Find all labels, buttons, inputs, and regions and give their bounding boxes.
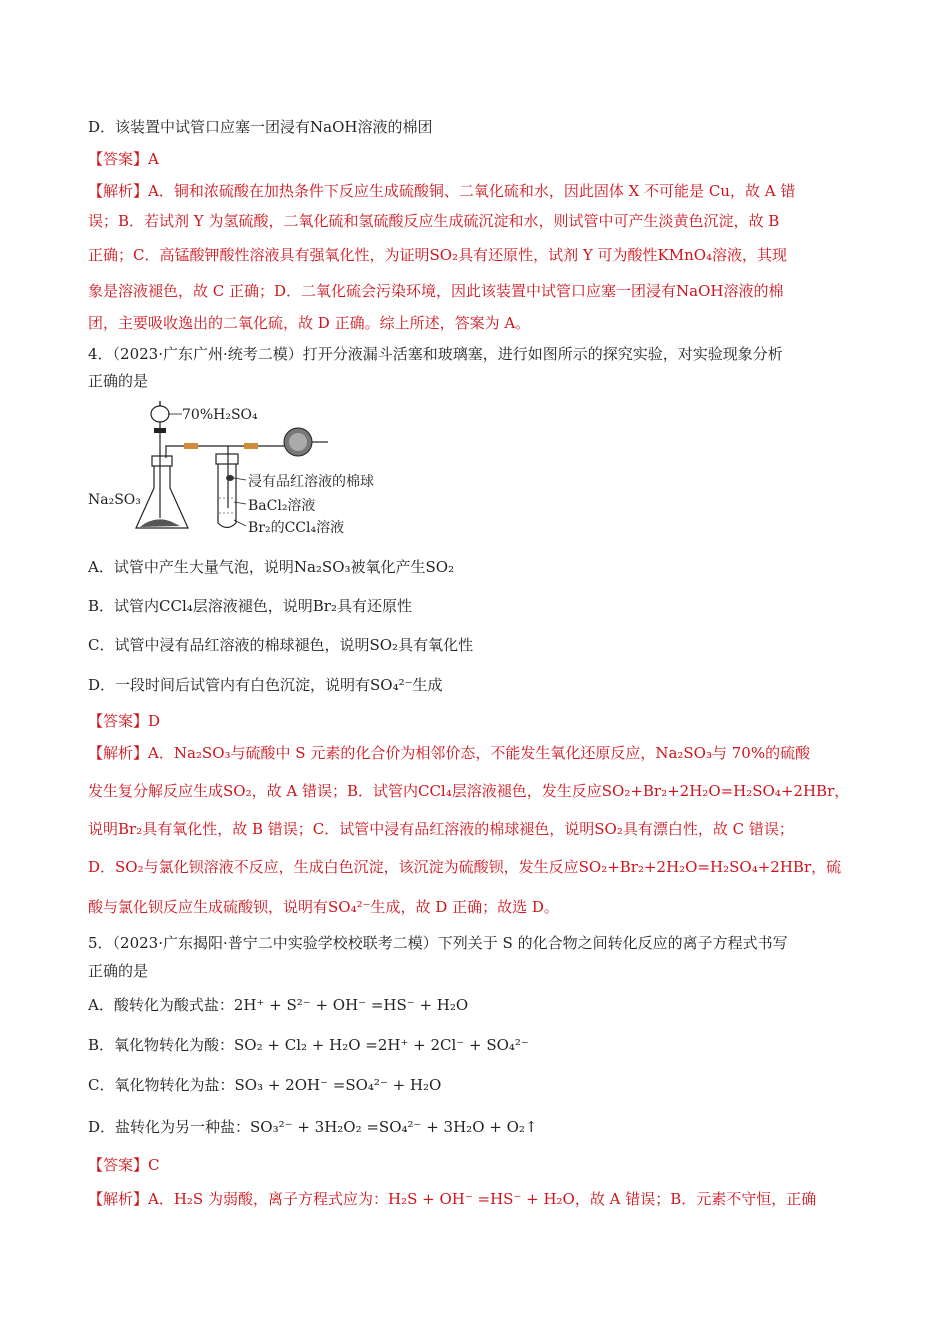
q3-analysis-line: 象是溶液褪色，故 C 正确；D．二氧化硫会污染环境，因此该装置中试管口应塞一团浸有NaOH溶液的棉 bbox=[88, 282, 784, 300]
label-bacl2: BaCl₂溶液 bbox=[248, 498, 316, 514]
q4-option-c: C．试管中浸有品红溶液的棉球褪色，说明SO₂具有氧化性 bbox=[88, 636, 474, 654]
q4-option-a: A．试管中产生大量气泡，说明Na₂SO₃被氧化产生SO₂ bbox=[88, 558, 455, 576]
q3-analysis-line: 正确；C．高锰酸钾酸性溶液具有强氧化性，为证明SO₂具有还原性，试剂 Y 可为酸性KMnO₄溶液，其现 bbox=[88, 246, 788, 264]
label-acid: 70%H₂SO₄ bbox=[182, 407, 258, 423]
label-salt: Na₂SO₃ bbox=[88, 492, 141, 508]
q3-analysis-line: 误；B．若试剂 Y 为氢硫酸，二氧化硫和氢硫酸反应生成硫沉淀和水，则试管中可产生淡黄色沉淀，故 B bbox=[88, 212, 780, 230]
q5-stem: 5．（2023·广东揭阳·普宁二中实验学校校联考二模）下列关于 S 的化合物之间转化反应的离子方程式书写 bbox=[88, 934, 788, 952]
q4-analysis-line: 发生复分解反应生成SO₂，故 A 错误；B．试管内CCl₄层溶液褪色，发生反应SO₂+Br₂+2H₂O=H₂SO₄+2HBr， bbox=[88, 782, 850, 800]
q4-answer: 【答案】D bbox=[88, 712, 161, 730]
q4-analysis-line: 【解析】A．Na₂SO₃与硫酸中 S 元素的化合价为相邻价态，不能发生氧化还原反应，Na₂SO₃与 70%的硫酸 bbox=[88, 744, 811, 762]
q5-option-c: C．氧化物转化为盐：SO₃ + 2OH⁻ =SO₄²⁻ + H₂O bbox=[88, 1076, 442, 1094]
q4-option-d: D．一段时间后试管内有白色沉淀，说明有SO₄²⁻生成 bbox=[88, 676, 443, 694]
q5-stem: 正确的是 bbox=[88, 962, 149, 980]
q5-analysis-line: 【解析】A．H₂S 为弱酸，离子方程式应为：H₂S + OH⁻ =HS⁻ + H₂O，故 A 错误；B．元素不守恒，正确 bbox=[88, 1190, 817, 1208]
q5-option-b: B．氧化物转化为酸：SO₂ + Cl₂ + H₂O =2H⁺ + 2Cl⁻ + SO₄²⁻ bbox=[88, 1036, 529, 1054]
q3-answer: 【答案】A bbox=[88, 150, 159, 168]
q3-analysis-line: 团，主要吸收逸出的二氧化硫，故 D 正确。综上所述，答案为 A。 bbox=[88, 314, 531, 332]
apparatus-figure bbox=[88, 398, 418, 543]
q5-option-a: A．酸转化为酸式盐：2H⁺ + S²⁻ + OH⁻ =HS⁻ + H₂O bbox=[88, 996, 469, 1014]
q3-option-d: D．该装置中试管口应塞一团浸有NaOH溶液的棉团 bbox=[88, 118, 433, 136]
q4-analysis-line: 酸与氯化钡反应生成硫酸钡，说明有SO₄²⁻生成，故 D 正确；故选 D。 bbox=[88, 898, 559, 916]
q4-option-b: B．试管内CCl₄层溶液褪色，说明Br₂具有还原性 bbox=[88, 597, 412, 615]
q4-stem: 正确的是 bbox=[88, 372, 149, 390]
q5-option-d: D．盐转化为另一种盐：SO₃²⁻ + 3H₂O₂ =SO₄²⁻ + 3H₂O + O₂↑ bbox=[88, 1118, 538, 1136]
label-cotton: 浸有品红溶液的棉球 bbox=[248, 474, 374, 490]
q4-stem: 4．（2023·广东广州·统考二模）打开分液漏斗活塞和玻璃塞，进行如图所示的探究实验，对实验现象分析 bbox=[88, 345, 783, 363]
label-br2: Br₂的CCl₄溶液 bbox=[248, 520, 345, 536]
q4-analysis-line: D．SO₂与氯化钡溶液不反应，生成白色沉淀，该沉淀为硫酸钡，发生反应SO₂+Br₂+2H₂O=H₂SO₄+2HBr，硫 bbox=[88, 858, 842, 876]
q4-analysis-line: 说明Br₂具有氧化性，故 B 错误；C．试管中浸有品红溶液的棉球褪色，说明SO₂具有漂白性，故 C 错误； bbox=[88, 820, 794, 838]
q5-answer: 【答案】C bbox=[88, 1156, 160, 1174]
q3-analysis-line: 【解析】A．铜和浓硫酸在加热条件下反应生成硫酸铜、二氧化硫和水，因此固体 X 不可能是 Cu，故 A 错 bbox=[88, 182, 796, 200]
